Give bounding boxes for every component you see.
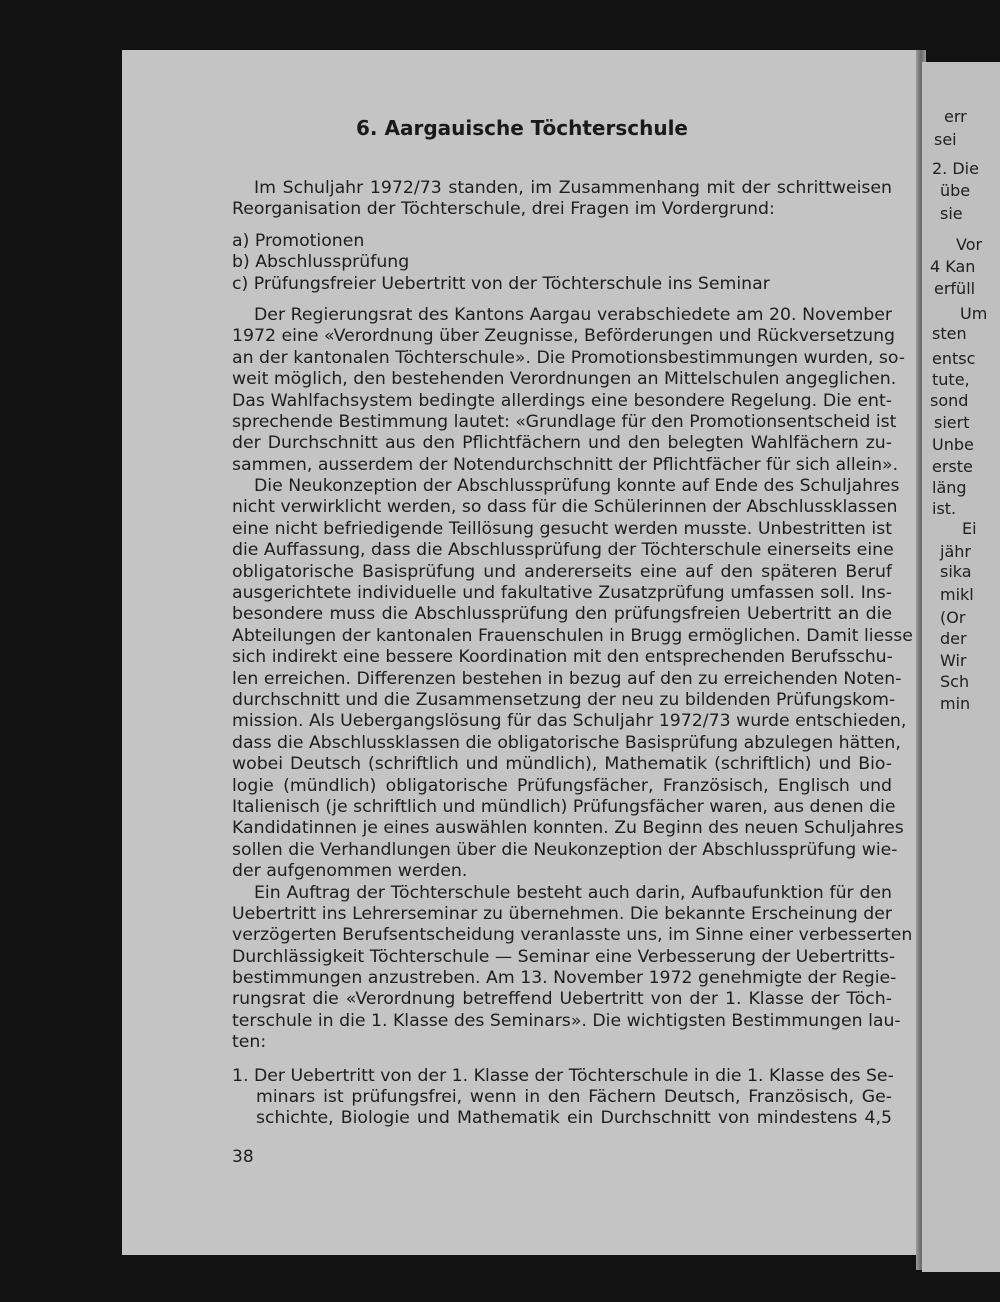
adjacent-page-fragment: erste [932,457,973,476]
text-line: 1972 eine «Verordnung über Zeugnisse, Beförderungen und Rückversetzung [232,326,896,347]
adjacent-page-fragment: min [940,694,971,713]
adjacent-page-fragment: läng [932,478,967,497]
text-line: Im Schuljahr 1972/73 standen, im Zusammenhang mit der schrittweisen [254,178,892,198]
adjacent-page-fragment: Vor [956,235,983,254]
adjacent-page-fragment: entsc [932,349,976,368]
adjacent-page-fragment: übe [940,181,971,200]
text-line: verzögerten Berufsentscheidung veranlasste uns, im Sinne einer verbesserten [232,925,913,946]
text-line: Das Wahlfachsystem bedingte allerdings eine besondere Regelung. Die ent- [232,390,892,411]
page-number: 38 [232,1147,254,1167]
adjacent-page [922,62,1000,1272]
text-line: rungsrat die «Verordnung betreffend Uebertritt von der 1. Klasse der Töch- [232,989,892,1010]
adjacent-page-fragment: mikl [940,585,974,604]
adjacent-page-fragment: der [940,629,967,648]
text-line: Kandidatinnen je eines auswählen konnten. Zu Beginn des neuen Schuljahres [232,818,904,839]
adjacent-page-fragment: sika [940,562,972,581]
text-line: weit möglich, den bestehenden Verordnungen an Mittelschulen angeglichen. [232,369,897,390]
book-page [122,50,922,1255]
adjacent-page-fragment: jähr [940,542,971,561]
text-line: c) Prüfungsfreier Uebertritt von der Töchterschule ins Seminar [232,273,770,294]
text-line: der aufgenommen werden. [232,861,468,882]
adjacent-page-fragment: sond [930,391,969,410]
text-line: Durchlässigkeit Töchterschule — Seminar eine Verbesserung der Uebertritts- [232,946,896,967]
adjacent-page-fragment: Ei [962,519,977,538]
text-line: ausgerichtete individuelle und fakultative Zusatzprüfung umfassen soll. Ins- [232,583,892,604]
text-line: durchschnitt und die Zusammensetzung der neu zu bildenden Prüfungskom- [232,689,896,710]
text-line: an der kantonalen Töchterschule». Die Promotionsbestimmungen wurden, so- [232,347,906,368]
adjacent-page-fragment: siert [934,413,970,432]
adjacent-page-fragment: Sch [940,672,970,691]
text-line: eine nicht befriedigende Teillösung gesucht werden musste. Unbestritten ist [232,518,892,539]
paragraph [232,476,913,882]
text-line: Uebertritt ins Lehrerseminar zu übernehmen. Die bekannte Erscheinung der [232,903,892,924]
adjacent-page-fragment: erfüll [934,279,976,298]
text-line: schichte, Biologie und Mathematik ein Durchschnitt von mindestens 4,5 [256,1108,892,1129]
text-line: sammen, ausserdem der Notendurchschnitt der Pflichtfächer für sich allein». [232,454,899,475]
adjacent-page-fragment: 4 Kan [930,257,976,276]
paragraph [232,1066,892,1130]
adjacent-page-fragment: Wir [940,651,967,670]
text-line: ten: [232,1032,267,1053]
text-line: obligatorische Basisprüfung und andererseits eine auf den späteren Beruf [232,561,892,582]
text-line: nicht verwirklicht werden, so dass für die Schülerinnen der Abschlussklassen [232,497,898,518]
adjacent-page-fragment: sie [940,204,963,223]
adjacent-page-fragment: Unbe [932,435,974,454]
text-line: Die Neukonzeption der Abschlussprüfung konnte auf Ende des Schuljahres [254,476,900,497]
paragraph [232,231,892,295]
text-line: mission. Als Uebergangslösung für das Schuljahr 1972/73 wurde entschieden, [232,711,907,732]
adjacent-page-fragment: Um [960,304,988,323]
adjacent-page-fragment: (Or [940,608,966,627]
adjacent-page-fragment: 2. Die [932,159,979,178]
text-line: dass die Abschlussklassen die obligatorische Basisprüfung abzulegen hätten, [232,732,901,753]
page-title: 6. Aargauische Töchterschule [356,116,688,140]
text-line: bestimmungen anzustreben. Am 13. November 1972 genehmigte der Regie- [232,968,897,989]
body-text [232,178,913,1130]
adjacent-page-fragment: sten [932,324,967,343]
text-line: a) Promotionen [232,230,365,251]
text-line: logie (mündlich) obligatorische Prüfungsfächer, Französisch, Englisch und [232,775,892,796]
adjacent-page-fragment: ist. [932,499,957,518]
paragraph [232,882,913,1054]
text-line: b) Abschlussprüfung [232,252,410,273]
text-line: Italienisch (je schriftlich und mündlich) Prüfungsfächer waren, aus denen die [232,796,896,817]
adjacent-page-fragment: tute, [932,370,970,389]
text-line: minars ist prüfungsfrei, wenn in den Fächern Deutsch, Französisch, Ge- [256,1087,892,1108]
text-line: sprechende Bestimmung lautet: «Grundlage für den Promotionsentscheid ist [232,411,897,432]
text-line: Abteilungen der kantonalen Frauenschulen in Brugg ermöglichen. Damit liesse [232,625,913,646]
text-line: wobei Deutsch (schriftlich und mündlich), Mathematik (schriftlich) und Bio- [232,754,892,775]
adjacent-page-fragment: err [944,107,967,126]
text-line: der Durchschnitt aus den Pflichtfächern und den belegten Wahlfächern zu- [232,433,892,454]
text-line: 1. Der Uebertritt von der 1. Klasse der Töchterschule in die 1. Klasse des Se- [232,1065,894,1086]
text-line: terschule in die 1. Klasse des Seminars». Die wichtigsten Bestimmungen lau- [232,1010,901,1031]
text-line: Der Regierungsrat des Kantons Aargau verabschiedete am 20. November [254,304,892,325]
text-line: sollen die Verhandlungen über die Neukonzeption der Abschlussprüfung wie- [232,839,898,860]
text-line: Ein Auftrag der Töchterschule besteht auch darin, Aufbaufunktion für den [254,882,892,903]
paragraph [232,178,892,221]
paragraph [232,304,906,476]
adjacent-page-fragment: sei [934,130,957,149]
text-line: die Auffassung, dass die Abschlussprüfung der Töchterschule einerseits eine [232,540,894,561]
text-line: len erreichen. Differenzen bestehen in bezug auf den zu erreichenden Noten- [232,668,902,689]
text-line: besondere muss die Abschlussprüfung den prüfungsfreien Uebertritt an die [232,604,892,625]
text-line: sich indirekt eine bessere Koordination mit den entsprechenden Berufsschu- [232,647,893,668]
text-line: Reorganisation der Töchterschule, drei Fragen im Vordergrund: [232,199,775,220]
